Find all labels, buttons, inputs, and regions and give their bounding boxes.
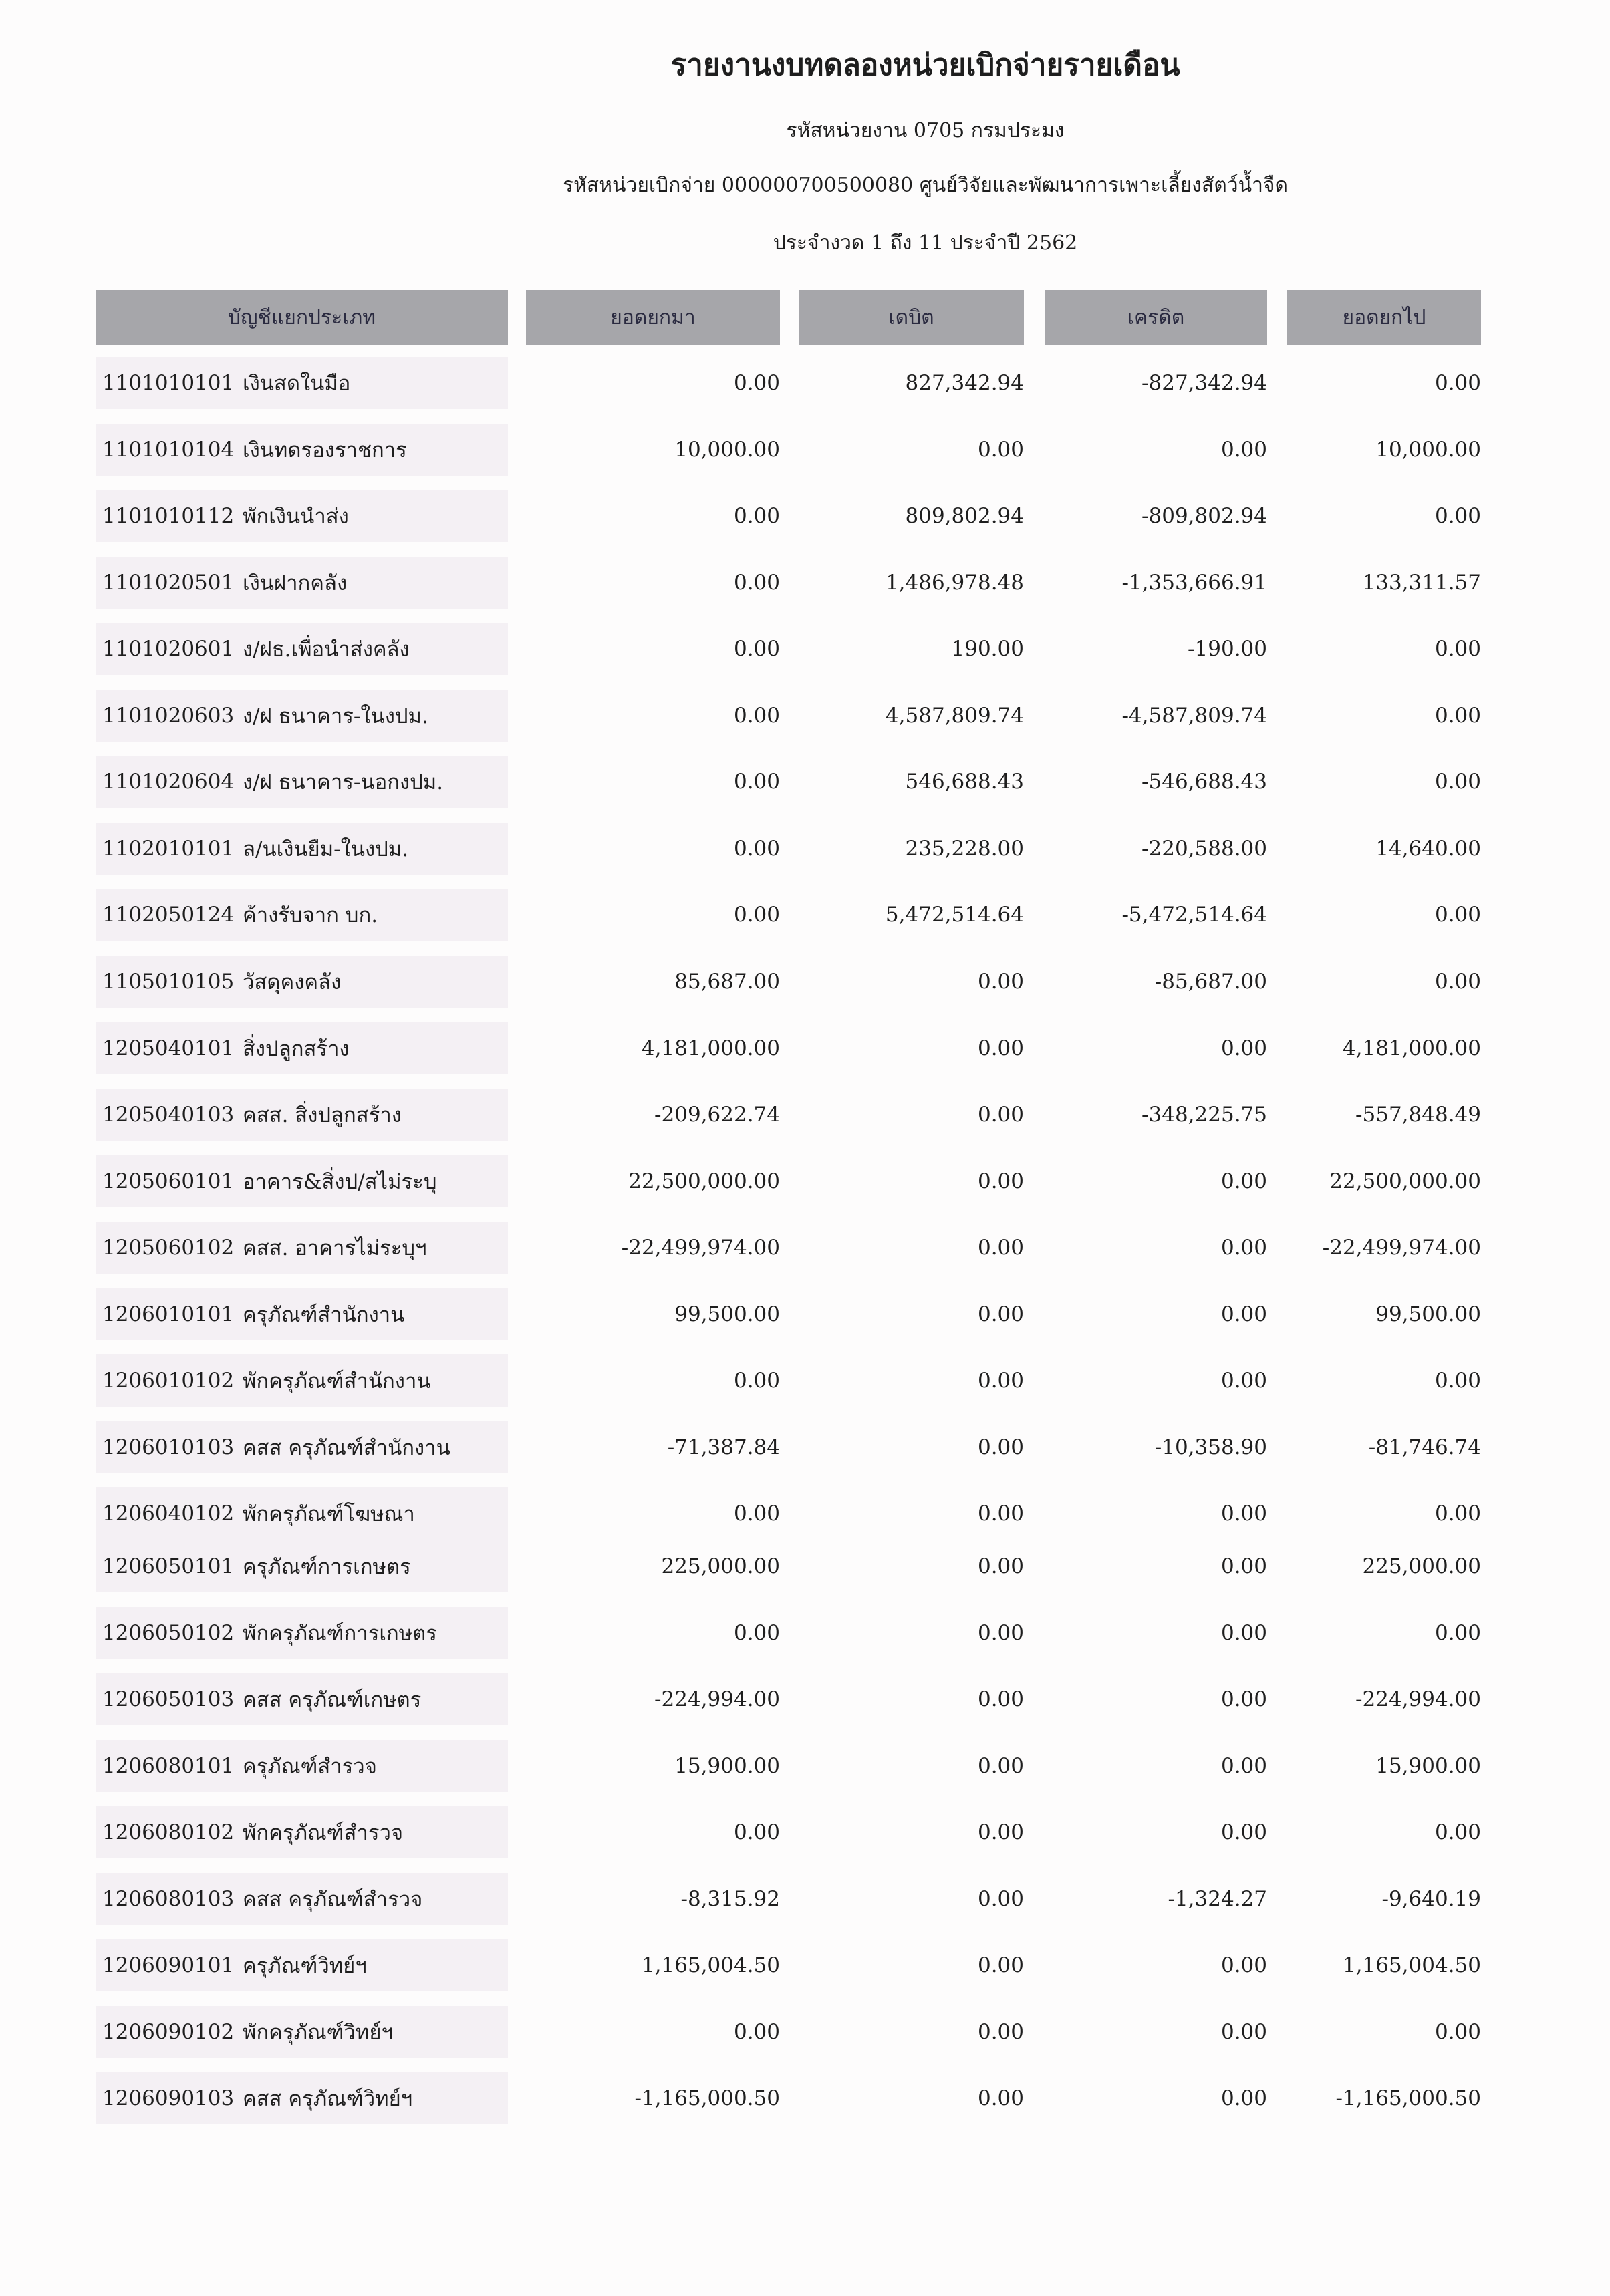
table-row: [0, 690, 1610, 744]
account-name: ครุภัณฑ์สำรวจ: [243, 1755, 377, 1779]
account-cell: [96, 1288, 508, 1340]
credit-value: 0.00: [1220, 1953, 1267, 1977]
account-name: คสส. สิ่งปลูกสร้าง: [243, 1103, 402, 1127]
carried-forward-value: 22,500,000.00: [1329, 1169, 1481, 1193]
column-header-credit: เครดิต: [1045, 290, 1267, 345]
brought-forward-value: -8,315.92: [680, 1887, 780, 1911]
table-row: [0, 823, 1610, 877]
credit-value: 0.00: [1220, 1501, 1267, 1526]
agency-line: รหัสหน่วยงาน 0705 กรมประมง: [786, 119, 1065, 142]
carried-forward-value: 0.00: [1434, 903, 1481, 927]
carried-forward-value: 4,181,000.00: [1342, 1036, 1481, 1060]
account-code: 1206050103: [102, 1687, 235, 1711]
credit-value: -4,587,809.74: [1121, 704, 1267, 728]
account-cell: [96, 823, 508, 875]
debit-value: 0.00: [977, 1887, 1024, 1911]
brought-forward-value: 0.00: [733, 637, 780, 661]
account-code: 1102010101: [102, 837, 235, 861]
carried-forward-value: -557,848.49: [1355, 1103, 1481, 1127]
brought-forward-value: 0.00: [733, 371, 780, 395]
account-cell: [96, 490, 508, 542]
table-row: [0, 956, 1610, 1010]
account-name: เงินสดในมือ: [243, 372, 351, 396]
carried-forward-value: 14,640.00: [1375, 837, 1481, 861]
table-row: [0, 1487, 1610, 1542]
carried-forward-value: 10,000.00: [1375, 438, 1481, 462]
brought-forward-value: 0.00: [733, 1369, 780, 1393]
account-cell: [96, 1155, 508, 1207]
debit-value: 4,587,809.74: [885, 704, 1024, 728]
debit-value: 0.00: [977, 1236, 1024, 1260]
column-header-carried-forward: ยอดยกไป: [1287, 290, 1481, 345]
table-row: [0, 1740, 1610, 1795]
credit-value: 0.00: [1220, 1687, 1267, 1711]
account-name: พักครุภัณฑ์โฆษณา: [243, 1502, 415, 1526]
brought-forward-value: -224,994.00: [654, 1687, 780, 1711]
report-title: รายงานงบทดลองหน่วยเบิกจ่ายรายเดือน: [670, 48, 1180, 82]
carried-forward-value: 15,900.00: [1375, 1754, 1481, 1778]
brought-forward-value: 0.00: [733, 704, 780, 728]
account-name: คสส ครุภัณฑ์เกษตร: [243, 1688, 422, 1712]
debit-value: 235,228.00: [905, 837, 1024, 861]
account-cell: [96, 1740, 508, 1792]
credit-value: -190.00: [1188, 637, 1267, 661]
column-header-account: บัญชีแยกประเภท: [96, 290, 508, 345]
carried-forward-value: 0.00: [1434, 1820, 1481, 1844]
account-name: พักครุภัณฑ์วิทย์ฯ: [243, 2021, 393, 2045]
account-cell: [96, 756, 508, 808]
account-code: 1206040102: [102, 1501, 235, 1526]
account-name: ครุภัณฑ์การเกษตร: [243, 1555, 411, 1579]
period-line: ประจำงวด 1 ถึง 11 ประจำปี 2562: [773, 231, 1078, 255]
brought-forward-value: 0.00: [733, 837, 780, 861]
carried-forward-value: 0.00: [1434, 1501, 1481, 1526]
brought-forward-value: 0.00: [733, 504, 780, 528]
account-code: 1101010101: [102, 371, 235, 395]
debit-value: 0.00: [977, 1169, 1024, 1193]
credit-value: 0.00: [1220, 1554, 1267, 1578]
table-row: [0, 1939, 1610, 1994]
table-row: [0, 1806, 1610, 1861]
account-cell: [96, 1939, 508, 1991]
table-row: [0, 1089, 1610, 1143]
account-cell: [96, 1354, 508, 1407]
account-name: อาคาร&สิ่งป/สไม่ระบุ: [243, 1170, 437, 1194]
brought-forward-value: 0.00: [733, 571, 780, 595]
carried-forward-value: -81,746.74: [1368, 1435, 1481, 1459]
debit-value: 0.00: [977, 2020, 1024, 2044]
table-row: [0, 2006, 1610, 2061]
account-code: 1205040101: [102, 1036, 235, 1060]
account-name: ครุภัณฑ์สำนักงาน: [243, 1303, 405, 1327]
carried-forward-value: -1,165,000.50: [1335, 2086, 1481, 2110]
brought-forward-value: 4,181,000.00: [641, 1036, 780, 1060]
debit-value: 0.00: [977, 1621, 1024, 1645]
brought-forward-value: -71,387.84: [667, 1435, 780, 1459]
table-row: [0, 357, 1610, 412]
carried-forward-value: 133,311.57: [1362, 571, 1481, 595]
credit-value: 0.00: [1220, 2020, 1267, 2044]
debit-value: 546,688.43: [905, 770, 1024, 794]
carried-forward-value: 0.00: [1434, 1369, 1481, 1393]
debit-value: 0.00: [977, 1036, 1024, 1060]
account-code: 1206010103: [102, 1435, 235, 1459]
credit-value: -348,225.75: [1142, 1103, 1267, 1127]
account-cell: [96, 623, 508, 675]
debit-value: 190.00: [951, 637, 1024, 661]
account-code: 1101020501: [102, 571, 235, 595]
table-row: [0, 1673, 1610, 1728]
account-name: คสส ครุภัณฑ์สำนักงาน: [243, 1436, 450, 1460]
account-code: 1105010105: [102, 970, 235, 994]
table-row: [0, 2072, 1610, 2127]
brought-forward-value: 0.00: [733, 1501, 780, 1526]
account-cell: [96, 557, 508, 609]
credit-value: 0.00: [1220, 1169, 1267, 1193]
brought-forward-value: -22,499,974.00: [621, 1236, 780, 1260]
brought-forward-value: 22,500,000.00: [628, 1169, 780, 1193]
account-cell: [96, 1806, 508, 1858]
account-cell: [96, 1873, 508, 1925]
account-code: 1101020601: [102, 637, 235, 661]
account-code: 1205060102: [102, 1236, 235, 1260]
brought-forward-value: 1,165,004.50: [641, 1953, 780, 1977]
brought-forward-value: 85,687.00: [674, 970, 780, 994]
account-name: คสส. อาคารไม่ระบุฯ: [243, 1236, 427, 1260]
credit-value: -809,802.94: [1142, 504, 1267, 528]
account-code: 1206080101: [102, 1754, 235, 1778]
brought-forward-value: 225,000.00: [661, 1554, 780, 1578]
table-row: [0, 1540, 1610, 1595]
carried-forward-value: 0.00: [1434, 704, 1481, 728]
carried-forward-value: 0.00: [1434, 1621, 1481, 1645]
brought-forward-value: 0.00: [733, 1621, 780, 1645]
carried-forward-value: 1,165,004.50: [1342, 1953, 1481, 1977]
account-cell: [96, 357, 508, 409]
account-name: พักครุภัณฑ์การเกษตร: [243, 1622, 437, 1646]
debit-value: 0.00: [977, 1369, 1024, 1393]
debit-value: 0.00: [977, 1687, 1024, 1711]
credit-value: 0.00: [1220, 1236, 1267, 1260]
brought-forward-value: 0.00: [733, 770, 780, 794]
debit-value: 5,472,514.64: [885, 903, 1024, 927]
carried-forward-value: 0.00: [1434, 637, 1481, 661]
brought-forward-value: 15,900.00: [674, 1754, 780, 1778]
credit-value: 0.00: [1220, 1754, 1267, 1778]
account-name: คสส ครุภัณฑ์สำรวจ: [243, 1888, 423, 1912]
account-code: 1206090102: [102, 2020, 235, 2044]
account-name: ค้างรับจาก บก.: [243, 903, 378, 927]
carried-forward-value: 0.00: [1434, 770, 1481, 794]
credit-value: 0.00: [1220, 438, 1267, 462]
account-cell: [96, 1022, 508, 1074]
account-name: พักครุภัณฑ์สำรวจ: [243, 1821, 404, 1845]
account-code: 1101020603: [102, 704, 235, 728]
table-row: [0, 1354, 1610, 1409]
account-code: 1101010104: [102, 438, 235, 462]
carried-forward-value: -224,994.00: [1355, 1687, 1481, 1711]
carried-forward-value: 99,500.00: [1375, 1302, 1481, 1326]
brought-forward-value: 0.00: [733, 1820, 780, 1844]
account-name: ล/นเงินยืม-ในงปม.: [243, 837, 409, 861]
table-row: [0, 889, 1610, 944]
table-row: [0, 623, 1610, 678]
account-cell: [96, 1222, 508, 1274]
account-code: 1206080102: [102, 1820, 235, 1844]
account-code: 1206080103: [102, 1887, 235, 1911]
credit-value: -10,358.90: [1154, 1435, 1267, 1459]
carried-forward-value: 0.00: [1434, 2020, 1481, 2044]
debit-value: 0.00: [977, 1754, 1024, 1778]
account-cell: [96, 1673, 508, 1725]
debit-value: 0.00: [977, 2086, 1024, 2110]
debit-value: 0.00: [977, 970, 1024, 994]
account-name: เงินทดรองราชการ: [243, 438, 407, 462]
table-row: [0, 756, 1610, 811]
account-code: 1205040103: [102, 1103, 235, 1127]
account-cell: [96, 1487, 508, 1540]
carried-forward-value: 225,000.00: [1362, 1554, 1481, 1578]
brought-forward-value: -1,165,000.50: [634, 2086, 780, 2110]
account-code: 1206050102: [102, 1621, 235, 1645]
carried-forward-value: -22,499,974.00: [1322, 1236, 1481, 1260]
account-cell: [96, 424, 508, 476]
credit-value: 0.00: [1220, 1302, 1267, 1326]
table-row: [0, 1222, 1610, 1276]
table-row: [0, 424, 1610, 478]
carried-forward-value: 0.00: [1434, 371, 1481, 395]
account-cell: [96, 1089, 508, 1141]
brought-forward-value: 0.00: [733, 903, 780, 927]
credit-value: 0.00: [1220, 1621, 1267, 1645]
debit-value: 0.00: [977, 1554, 1024, 1578]
table-row: [0, 1873, 1610, 1928]
debit-value: 0.00: [977, 1302, 1024, 1326]
account-code: 1206050101: [102, 1554, 235, 1578]
credit-value: 0.00: [1220, 1369, 1267, 1393]
carried-forward-value: 0.00: [1434, 504, 1481, 528]
debit-value: 0.00: [977, 1501, 1024, 1526]
account-name: ครุภัณฑ์วิทย์ฯ: [243, 1954, 367, 1978]
debit-value: 0.00: [977, 1103, 1024, 1127]
account-cell: [96, 1540, 508, 1592]
account-name: ง/ฝธ.เพื่อนำส่งคลัง: [243, 637, 410, 662]
credit-value: 0.00: [1220, 2086, 1267, 2110]
account-cell: [96, 889, 508, 941]
table-row: [0, 1421, 1610, 1476]
brought-forward-value: 99,500.00: [674, 1302, 780, 1326]
debit-value: 827,342.94: [905, 371, 1024, 395]
table-row: [0, 1607, 1610, 1662]
brought-forward-value: 10,000.00: [674, 438, 780, 462]
debit-value: 0.00: [977, 1435, 1024, 1459]
debit-value: 1,486,978.48: [885, 571, 1024, 595]
account-cell: [96, 956, 508, 1008]
table-row: [0, 490, 1610, 545]
debit-value: 0.00: [977, 1820, 1024, 1844]
account-code: 1206010101: [102, 1302, 235, 1326]
account-cell: [96, 690, 508, 742]
table-row: [0, 1288, 1610, 1343]
debit-value: 0.00: [977, 438, 1024, 462]
debit-value: 0.00: [977, 1953, 1024, 1977]
account-code: 1206090101: [102, 1953, 235, 1977]
carried-forward-value: 0.00: [1434, 970, 1481, 994]
credit-value: -220,588.00: [1142, 837, 1267, 861]
brought-forward-value: 0.00: [733, 2020, 780, 2044]
table-row: [0, 1022, 1610, 1077]
brought-forward-value: -209,622.74: [654, 1103, 780, 1127]
account-cell: [96, 2072, 508, 2124]
account-name: ง/ฝ ธนาคาร-นอกงปม.: [243, 770, 444, 795]
credit-value: -5,472,514.64: [1121, 903, 1267, 927]
account-name: ง/ฝ ธนาคาร-ในงปม.: [243, 704, 428, 728]
account-cell: [96, 2006, 508, 2058]
account-code: 1101020604: [102, 770, 235, 794]
account-name: พักครุภัณฑ์สำนักงาน: [243, 1369, 431, 1393]
account-cell: [96, 1607, 508, 1659]
account-name: เงินฝากคลัง: [243, 571, 348, 595]
account-code: 1206010102: [102, 1369, 235, 1393]
credit-value: 0.00: [1220, 1036, 1267, 1060]
account-name: พักเงินนำส่ง: [243, 505, 349, 529]
credit-value: -85,687.00: [1154, 970, 1267, 994]
table-row: [0, 1155, 1610, 1210]
credit-value: -1,353,666.91: [1121, 571, 1267, 595]
account-name: คสส ครุภัณฑ์วิทย์ฯ: [243, 2087, 413, 2111]
credit-value: -546,688.43: [1142, 770, 1267, 794]
account-code: 1206090103: [102, 2086, 235, 2110]
table-row: [0, 557, 1610, 611]
column-header-debit: เดบิต: [799, 290, 1024, 345]
credit-value: -827,342.94: [1142, 371, 1267, 395]
disbursing-unit-line: รหัสหน่วยเบิกจ่าย 000000700500080 ศูนย์วิจัยและพัฒนาการเพาะเลี้ยงสัตว์น้ำจืด: [563, 174, 1288, 197]
account-name: สิ่งปลูกสร้าง: [243, 1037, 350, 1061]
column-header-brought-forward: ยอดยกมา: [526, 290, 780, 345]
account-code: 1102050124: [102, 903, 235, 927]
carried-forward-value: -9,640.19: [1381, 1887, 1481, 1911]
account-code: 1205060101: [102, 1169, 235, 1193]
account-cell: [96, 1421, 508, 1473]
debit-value: 809,802.94: [905, 504, 1024, 528]
credit-value: -1,324.27: [1168, 1887, 1267, 1911]
account-name: วัสดุคงคลัง: [243, 970, 342, 994]
account-code: 1101010112: [102, 504, 235, 528]
credit-value: 0.00: [1220, 1820, 1267, 1844]
